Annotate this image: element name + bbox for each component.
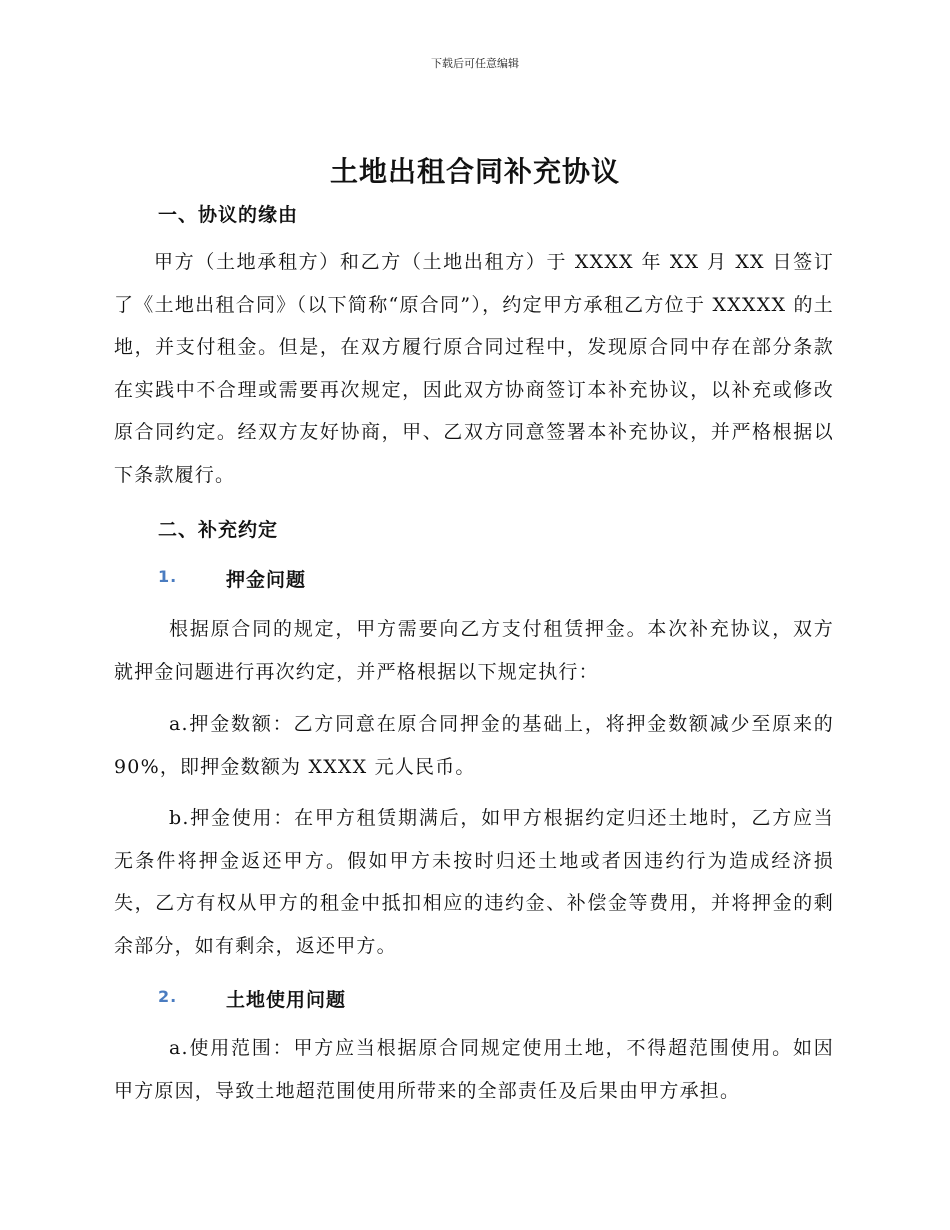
- item-2-number: 2.: [158, 987, 178, 1006]
- item-2-clause-a: a.使用范围：甲方应当根据原合同规定使用土地，不得超范围使用。如因甲方原因，导致土地超范围使用所带来的全部责任及后果由甲方承担。: [114, 1037, 834, 1102]
- item-1-intro: 根据原合同的规定，甲方需要向乙方支付租赁押金。本次补充协议，双方就押金问题进行再次约定，并严格根据以下规定执行：: [114, 618, 834, 683]
- item-1-clause-b: b.押金使用：在甲方租赁期满后，如甲方根据约定归还土地时，乙方应当无条件将押金返还甲方。假如甲方未按时归还土地或者因违约行为造成经济损失，乙方有权从甲方的租金中抵扣相应的违约金、补偿金等费用，并将押金的剩余部分，如有剩余，返还甲方。: [114, 807, 834, 957]
- section-1-heading: 一、协议的缘由: [158, 204, 299, 226]
- item-1-clause-a: a.押金数额：乙方同意在原合同押金的基础上，将押金数额减少至原来的 90%，即押金数额为 XXXX 元人民币。: [114, 713, 834, 778]
- page-header-note: 下载后可任意编辑: [431, 57, 519, 70]
- section-1-paragraph: 甲方（土地承租方）和乙方（土地出租方）于 XXXX 年 XX 月 XX 日签订了《土地出租合同》（以下简称“原合同”），约定甲方承租乙方位于 XXXXX 的土地，并支付租金。但是，在双方履行原合同过程中，发现原合同中存在部分条款在实践中不合理或需要再次规定，因此双方协商签订本补充协议，以补充或修改原合同约定。经双方友好协商，甲、乙双方同意签署本补充协议，并严格根据以下条款履行。: [114, 251, 834, 486]
- section-2-heading: 二、补充约定: [158, 519, 279, 541]
- item-2-heading: 土地使用问题: [226, 989, 347, 1011]
- item-1-number: 1.: [158, 567, 178, 586]
- item-1-heading: 押金问题: [226, 569, 307, 591]
- document-title: 土地出租合同补充协议: [329, 155, 620, 188]
